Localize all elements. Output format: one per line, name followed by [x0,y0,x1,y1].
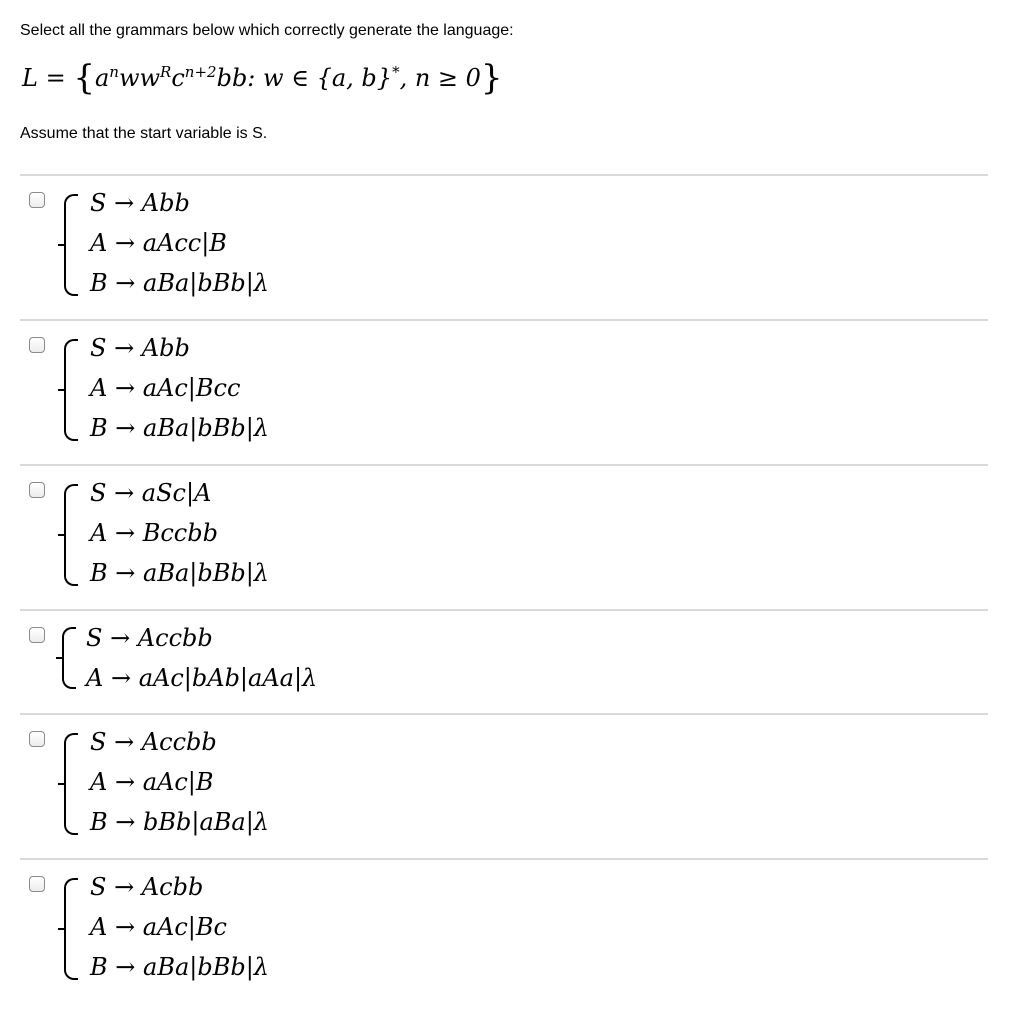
option-5-checkbox[interactable] [29,731,45,747]
language-definition [22,58,503,98]
option-1-checkbox[interactable] [29,192,45,208]
option-6-rule-3: B → aBa|bBb|λ [90,953,270,981]
lang-close-brace: } [480,58,503,98]
option-1-brace [64,194,78,296]
option-2 [20,321,988,465]
option-1-rule-1: S → Abb [90,189,190,217]
lang-exp-n: n [109,63,119,81]
option-3-rule-1: S → aSc|A [90,479,212,507]
option-5-brace [64,733,78,835]
option-2-rule-1: S → Abb [90,334,190,362]
lang-wwr: ww [118,64,161,92]
lang-lhs: L = [22,64,66,92]
lang-rest: bb: w ∈ {a, b} [216,64,393,92]
option-4-brace [62,627,76,689]
option-2-rule-3: B → aBa|bBb|λ [90,414,270,442]
option-4-checkbox[interactable] [29,627,45,643]
lang-exp-star: * [392,63,400,81]
option-6 [20,860,988,1004]
option-3-rule-3: B → aBa|bBb|λ [90,559,270,587]
assumption-text: Assume that the start variable is S. [20,125,268,142]
option-4 [20,611,988,713]
lang-exp-n2: n+2 [184,63,217,81]
option-2-brace [64,339,78,441]
lang-cond: , n ≥ 0 [399,64,481,92]
lang-exp-r: R [160,63,172,81]
option-3-brace [64,484,78,586]
option-1-rule-3: B → aBa|bBb|λ [90,269,270,297]
option-1 [20,176,988,320]
option-6-checkbox[interactable] [29,876,45,892]
option-6-brace [64,878,78,980]
option-5-rule-3: B → bBb|aBa|λ [90,808,270,836]
option-5 [20,715,988,859]
option-3-checkbox[interactable] [29,482,45,498]
lang-c: c [171,64,185,92]
option-6-rule-1: S → Acbb [90,873,204,901]
option-3-rule-2: A → Bccbb [90,519,218,547]
option-5-rule-2: A → aAc|B [90,768,214,796]
lang-a: a [94,64,110,92]
lang-open-brace: { [73,58,95,98]
option-4-rule-1: S → Accbb [86,624,213,652]
option-2-rule-2: A → aAc|Bcc [90,374,241,402]
option-5-rule-1: S → Accbb [90,728,217,756]
question-prompt: Select all the grammars below which correctly generate the language: [20,22,514,39]
option-4-rule-2: A → aAc|bAb|aAa|λ [86,664,318,692]
option-6-rule-2: A → aAc|Bc [90,913,227,941]
option-1-rule-2: A → aAcc|B [90,229,227,257]
option-2-checkbox[interactable] [29,337,45,353]
option-3 [20,466,988,610]
